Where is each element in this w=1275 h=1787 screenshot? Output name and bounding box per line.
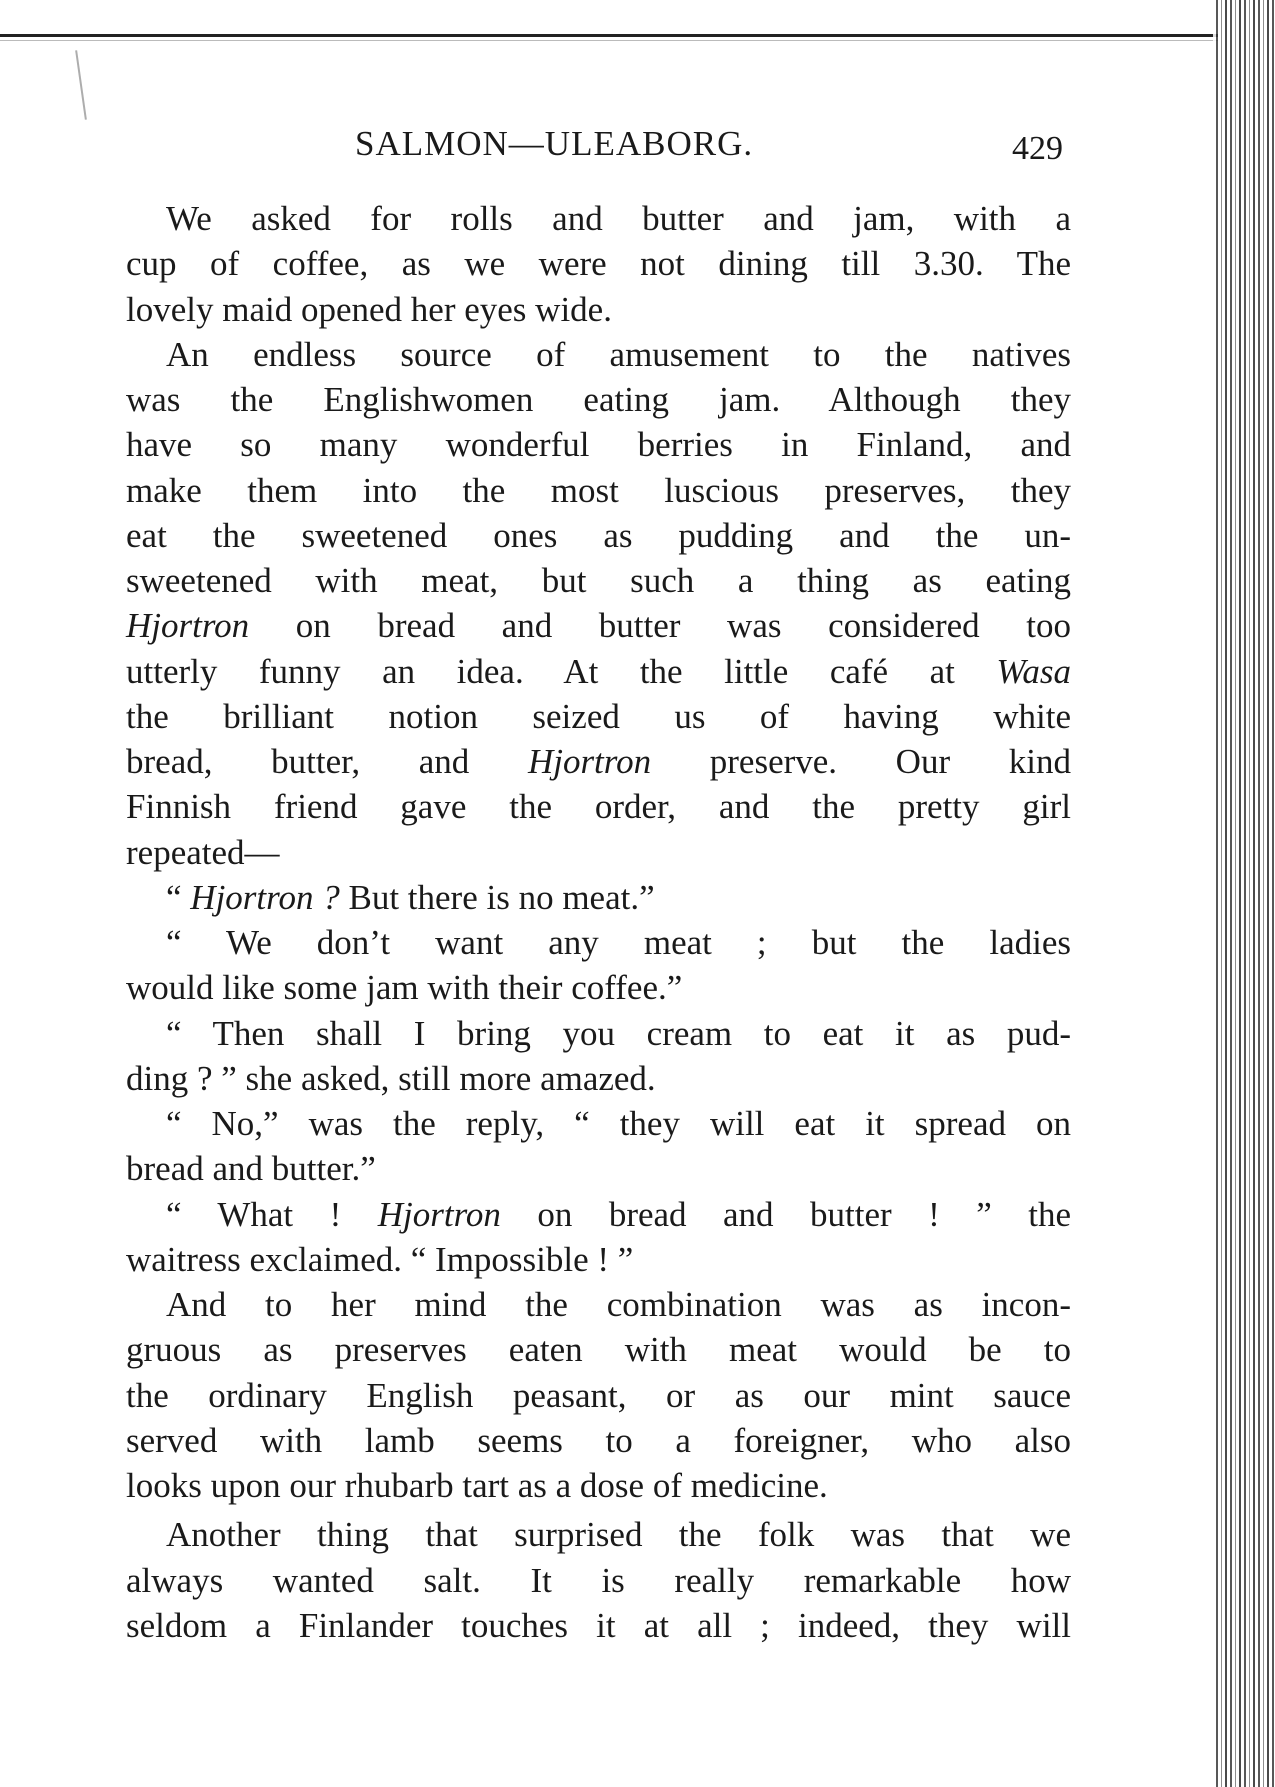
text-line: An endless source of amusement to the natives bbox=[166, 334, 1071, 374]
text-line: gruous as preserves eaten with meat would be to bbox=[126, 1330, 1071, 1370]
text-line: “ Then shall I bring you cream to eat it as pud- bbox=[166, 1013, 1071, 1053]
text-line bbox=[126, 649, 1071, 694]
italic-word: Hjortron bbox=[377, 1194, 501, 1234]
text-line: looks upon our rhubarb tart as a dose of medicine. bbox=[126, 1466, 828, 1505]
text-span: utterly funny an idea. At the little café at bbox=[126, 651, 997, 691]
text-line: served with lamb seems to a foreigner, who also bbox=[126, 1420, 1071, 1460]
text-span: on bread and butter ! ” the bbox=[500, 1194, 1071, 1234]
text-span: “ bbox=[166, 877, 191, 917]
page-body bbox=[126, 196, 1071, 1648]
text-line: the brilliant notion seized us of having white bbox=[126, 696, 1071, 736]
text-line: eat the sweetened ones as pudding and the un- bbox=[126, 515, 1071, 555]
text-line: Another thing that surprised the folk was that we bbox=[166, 1515, 1071, 1555]
text-span: But there is no meat.” bbox=[339, 877, 655, 917]
text-line bbox=[126, 1192, 1071, 1237]
text-line: repeated— bbox=[126, 832, 280, 872]
text-line: And to her mind the combination was as incon- bbox=[166, 1285, 1071, 1324]
text-span: bread, butter, and bbox=[126, 742, 528, 781]
italic-word: Hjortron bbox=[527, 742, 652, 781]
text-line: waitress exclaimed. “ Impossible ! ” bbox=[126, 1239, 634, 1279]
text-span: “ What ! bbox=[166, 1194, 378, 1234]
text-line: make them into the most luscious preserves, they bbox=[126, 470, 1071, 510]
text-line: bread and butter.” bbox=[126, 1149, 376, 1189]
page-number: 429 bbox=[1012, 130, 1063, 167]
text-line bbox=[126, 875, 1071, 920]
text-span: on bread and butter was considered too bbox=[249, 606, 1071, 646]
text-line: seldom a Finlander touches it at all ; indeed, they will bbox=[126, 1605, 1071, 1645]
text-line bbox=[126, 603, 1071, 648]
margin-pencil-mark bbox=[75, 50, 87, 120]
running-head: SALMON—ULEABORG. bbox=[355, 124, 754, 163]
italic-word: Hjortron bbox=[126, 606, 250, 646]
text-line: always wanted salt. It is really remarkable how bbox=[126, 1560, 1071, 1600]
text-line: Finnish friend gave the order, and the pretty girl bbox=[126, 787, 1071, 827]
text-line: lovely maid opened her eyes wide. bbox=[126, 289, 612, 329]
text-line: sweetened with meat, but such a thing as eating bbox=[126, 561, 1071, 600]
top-rule-shadow bbox=[0, 40, 1218, 41]
text-line: “ No,” was the reply, “ they will eat it spread on bbox=[166, 1104, 1071, 1143]
text-line: ding ? ” she asked, still more amazed. bbox=[126, 1058, 656, 1098]
text-line: We asked for rolls and butter and jam, with a bbox=[166, 199, 1071, 238]
text-span: preserve. Our kind bbox=[651, 742, 1071, 781]
text-line: the ordinary English peasant, or as our mint sauce bbox=[126, 1375, 1071, 1415]
book-spine-edge bbox=[1213, 0, 1275, 1787]
italic-word: Hjortron ? bbox=[190, 877, 340, 917]
text-line: “ We don’t want any meat ; but the ladies bbox=[166, 923, 1071, 962]
text-line: would like some jam with their coffee.” bbox=[126, 968, 683, 1008]
top-rule bbox=[0, 34, 1218, 37]
text-line: was the Englishwomen eating jam. Although they bbox=[126, 380, 1071, 419]
text-line: have so many wonderful berries in Finland, and bbox=[126, 425, 1071, 465]
text-line bbox=[126, 739, 1071, 784]
italic-word: Wasa bbox=[996, 651, 1071, 691]
text-line: cup of coffee, as we were not dining till 3.30. The bbox=[126, 244, 1071, 284]
